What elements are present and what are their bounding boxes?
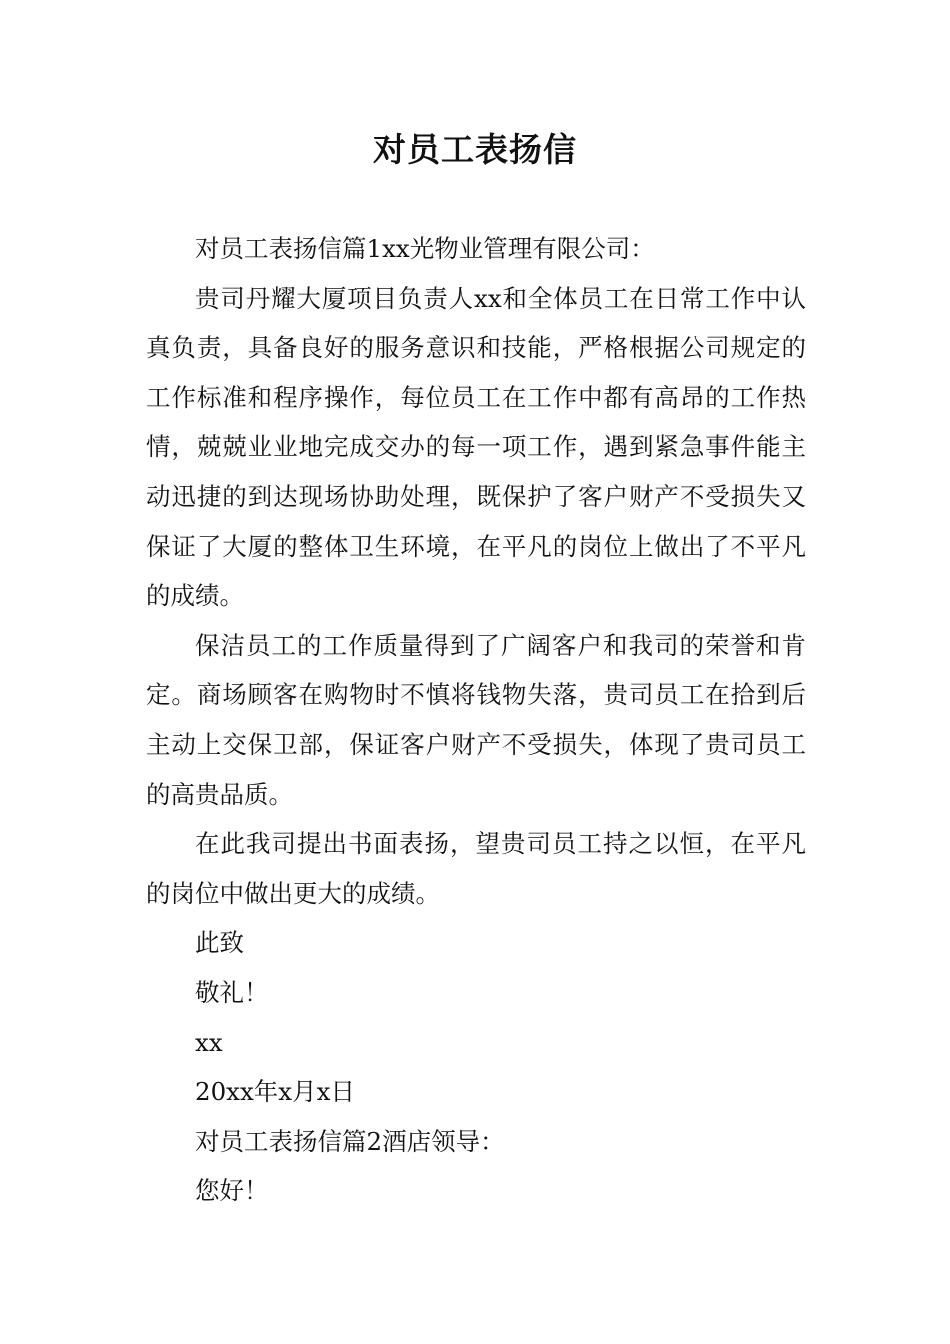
document-title: 对员工表扬信 — [373, 130, 577, 169]
closing-salutation: 此致 — [195, 928, 244, 958]
paragraph: 保洁员工的工作质量得到了广阔客户和我司的荣誉和肯定。商场顾客在购物时不慎将钱物失落，贵司员工在拾到后主动上交保卫部，保证客户财产不受损失，体现了贵司员工的高贵品质。 — [146, 630, 806, 809]
letter1-heading: 对员工表扬信篇1xx光物业管理有限公司： — [195, 234, 655, 263]
document-body — [146, 224, 806, 1216]
signature: xx — [195, 1027, 223, 1057]
paragraph: 贵司丹耀大厦项目负责人xx和全体员工在日常工作中认真负责，具备良好的服务意识和技能，严格根据公司规定的工作标准和程序操作，每位员工在工作中都有高昂的工作热情，兢兢业业地完成交办的每一项工作，遇到紧急事件能主动迅捷的到达现场协助处理，既保护了客户财产不受损失又保证了大厦的整体卫生环境，在平凡的岗位上做出了不平凡的成绩。 — [146, 283, 806, 611]
letter-date: 20xx年x月x日 — [195, 1077, 355, 1107]
letter2-greeting: 您好！ — [195, 1176, 269, 1206]
closing-regards: 敬礼！ — [195, 977, 269, 1007]
paragraph: 在此我司提出书面表扬，望贵司员工持之以恒，在平凡的岗位中做出更大的成绩。 — [146, 829, 806, 908]
letter2-heading: 对员工表扬信篇2酒店领导： — [195, 1126, 505, 1156]
